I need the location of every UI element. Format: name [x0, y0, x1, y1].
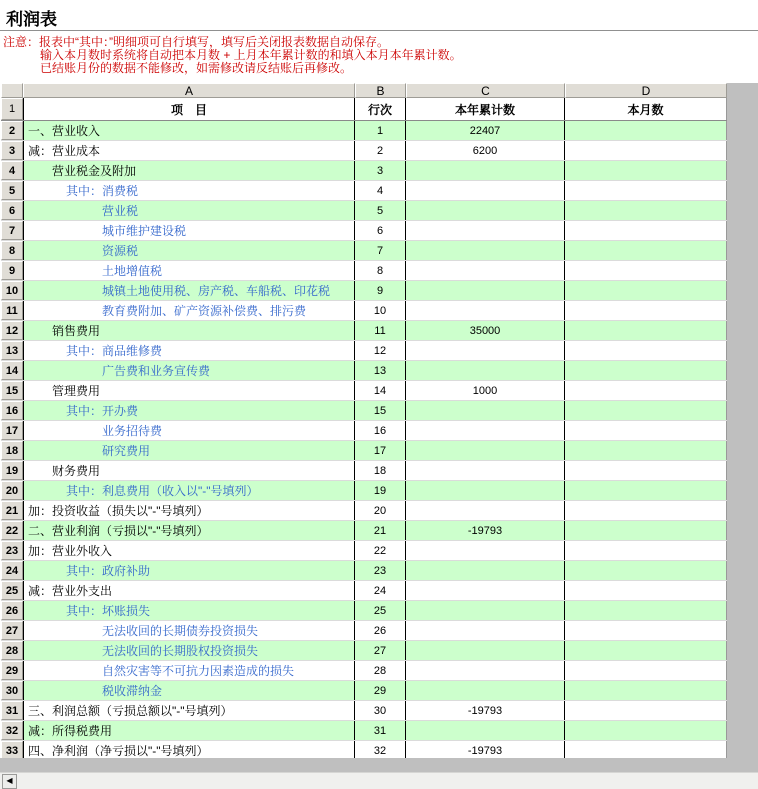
table-row: [1, 621, 727, 641]
notice-line-3: 已结账月份的数据不能修改，如需修改请反结账后再修改。: [40, 61, 353, 75]
column-header-b[interactable]: B: [355, 83, 406, 98]
ytd-value-cell[interactable]: [406, 421, 565, 440]
column-header-c[interactable]: C: [406, 83, 565, 98]
row-number[interactable]: 16: [1, 401, 23, 420]
ytd-value-cell[interactable]: [406, 681, 565, 700]
month-value-cell[interactable]: [565, 121, 727, 140]
item-cell[interactable]: 其中：商品维修费: [23, 341, 355, 360]
ytd-value-cell[interactable]: -19793: [406, 741, 565, 760]
line-number-cell[interactable]: 25: [355, 601, 406, 620]
item-cell[interactable]: 二、营业利润（亏损以"-"号填列）: [23, 521, 355, 540]
table-row: [1, 121, 727, 141]
ytd-value-cell[interactable]: 6200: [406, 141, 565, 160]
table-header-row: [1, 98, 727, 121]
ytd-value-cell[interactable]: [406, 441, 565, 460]
row-number[interactable]: 26: [1, 601, 23, 620]
line-number-cell[interactable]: 15: [355, 401, 406, 420]
ytd-value-cell[interactable]: [406, 241, 565, 260]
item-cell[interactable]: 减：所得税费用: [23, 721, 355, 740]
row-number[interactable]: 32: [1, 721, 23, 740]
month-value-cell[interactable]: [565, 641, 727, 660]
ytd-value-cell[interactable]: [406, 261, 565, 280]
column-header-a[interactable]: A: [23, 83, 355, 98]
line-number-cell[interactable]: 2: [355, 141, 406, 160]
row-number[interactable]: 29: [1, 661, 23, 680]
right-filler-area: [727, 83, 758, 772]
ytd-value-cell[interactable]: [406, 601, 565, 620]
line-number-cell[interactable]: 6: [355, 221, 406, 240]
month-value-cell[interactable]: [565, 681, 727, 700]
table-row: [1, 721, 727, 741]
header-month[interactable]: 本月数: [565, 98, 727, 120]
column-header-d[interactable]: D: [565, 83, 727, 98]
month-value-cell[interactable]: [565, 621, 727, 640]
item-cell[interactable]: 其中：利息费用（收入以"-"号填列）: [23, 481, 355, 500]
line-number-cell[interactable]: 12: [355, 341, 406, 360]
notice-prefix: 注意：: [3, 35, 40, 49]
row-number[interactable]: 14: [1, 361, 23, 380]
item-cell[interactable]: 其中：开办费: [23, 401, 355, 420]
month-value-cell[interactable]: [565, 541, 727, 560]
row-number[interactable]: 9: [1, 261, 23, 280]
line-number-cell[interactable]: 11: [355, 321, 406, 340]
table-row: [1, 661, 727, 681]
row-number[interactable]: 19: [1, 461, 23, 480]
month-value-cell[interactable]: [565, 181, 727, 200]
ytd-value-cell[interactable]: [406, 561, 565, 580]
row-number[interactable]: 7: [1, 221, 23, 240]
notice-text: [3, 36, 755, 75]
ytd-value-cell[interactable]: -19793: [406, 521, 565, 540]
table-row: [1, 261, 727, 281]
ytd-value-cell[interactable]: 1000: [406, 381, 565, 400]
page-title: 利润表: [6, 10, 57, 29]
table-row: [1, 181, 727, 201]
header-item[interactable]: 项 目: [23, 98, 355, 120]
month-value-cell[interactable]: [565, 441, 727, 460]
header-ytd[interactable]: 本年累计数: [406, 98, 565, 120]
item-cell[interactable]: 营业税金及附加: [23, 161, 355, 180]
ytd-value-cell[interactable]: [406, 401, 565, 420]
month-value-cell[interactable]: [565, 461, 727, 480]
row-number[interactable]: 2: [1, 121, 23, 140]
line-number-cell[interactable]: 31: [355, 721, 406, 740]
ytd-value-cell[interactable]: [406, 301, 565, 320]
item-cell[interactable]: 其中：消费税: [23, 181, 355, 200]
month-value-cell[interactable]: [565, 401, 727, 420]
item-cell[interactable]: 一、营业收入: [23, 121, 355, 140]
row-number[interactable]: 30: [1, 681, 23, 700]
month-value-cell[interactable]: [565, 501, 727, 520]
line-number-cell[interactable]: 21: [355, 521, 406, 540]
line-number-cell[interactable]: 24: [355, 581, 406, 600]
ytd-value-cell[interactable]: [406, 641, 565, 660]
ytd-value-cell[interactable]: [406, 361, 565, 380]
row-number[interactable]: 3: [1, 141, 23, 160]
month-value-cell[interactable]: [565, 701, 727, 720]
item-cell[interactable]: 其中：坏账损失: [23, 601, 355, 620]
row-number[interactable]: 5: [1, 181, 23, 200]
table-row: [1, 441, 727, 461]
table-row: [1, 561, 727, 581]
line-number-cell[interactable]: 10: [355, 301, 406, 320]
table-row: [1, 461, 727, 481]
table-row: [1, 601, 727, 621]
item-cell[interactable]: 广告费和业务宣传费: [23, 361, 355, 380]
table-row: [1, 381, 727, 401]
row-number[interactable]: 10: [1, 281, 23, 300]
month-value-cell[interactable]: [565, 521, 727, 540]
ytd-value-cell[interactable]: [406, 581, 565, 600]
row-number[interactable]: 6: [1, 201, 23, 220]
line-number-cell[interactable]: 4: [355, 181, 406, 200]
notice-line-2: 输入本月数时系统将自动把本月数 + 上月本年累计数的和填入本月本年累计数。: [40, 48, 462, 62]
item-cell[interactable]: 土地增值税: [23, 261, 355, 280]
ytd-value-cell[interactable]: 35000: [406, 321, 565, 340]
line-number-cell[interactable]: 30: [355, 701, 406, 720]
row-number[interactable]: 20: [1, 481, 23, 500]
row-number[interactable]: 25: [1, 581, 23, 600]
item-cell[interactable]: 管理费用: [23, 381, 355, 400]
table-row: [1, 361, 727, 381]
line-number-cell[interactable]: 28: [355, 661, 406, 680]
ytd-value-cell[interactable]: 22407: [406, 121, 565, 140]
scroll-left-icon: ◀: [6, 776, 13, 785]
item-cell[interactable]: 四、净利润（净亏损以"-"号填列）: [23, 741, 355, 760]
column-letters-row: [1, 83, 727, 98]
month-value-cell[interactable]: [565, 601, 727, 620]
row-number[interactable]: 21: [1, 501, 23, 520]
item-cell[interactable]: 城镇土地使用税、房产税、车船税、印花税: [23, 281, 355, 300]
line-number-cell[interactable]: 5: [355, 201, 406, 220]
month-value-cell[interactable]: [565, 341, 727, 360]
ytd-value-cell[interactable]: [406, 161, 565, 180]
month-value-cell[interactable]: [565, 161, 727, 180]
line-number-cell[interactable]: 26: [355, 621, 406, 640]
item-cell[interactable]: 研究费用: [23, 441, 355, 460]
line-number-cell[interactable]: 3: [355, 161, 406, 180]
bottom-filler-area: [0, 758, 758, 772]
month-value-cell[interactable]: [565, 281, 727, 300]
table-row: [1, 421, 727, 441]
month-value-cell[interactable]: [565, 321, 727, 340]
line-number-cell[interactable]: 16: [355, 421, 406, 440]
row-number[interactable]: 11: [1, 301, 23, 320]
row-number[interactable]: 12: [1, 321, 23, 340]
line-number-cell[interactable]: 1: [355, 121, 406, 140]
item-cell[interactable]: 减：营业外支出: [23, 581, 355, 600]
ytd-value-cell[interactable]: [406, 221, 565, 240]
row-number[interactable]: 28: [1, 641, 23, 660]
ytd-value-cell[interactable]: [406, 501, 565, 520]
month-value-cell[interactable]: [565, 581, 727, 600]
item-cell[interactable]: 加：营业外收入: [23, 541, 355, 560]
item-cell[interactable]: 自然灾害等不可抗力因素造成的损失: [23, 661, 355, 680]
item-cell[interactable]: 教育费附加、矿产资源补偿费、排污费: [23, 301, 355, 320]
table-row: [1, 321, 727, 341]
item-cell[interactable]: 城市维护建设税: [23, 221, 355, 240]
report-grid: [1, 83, 727, 761]
row-number[interactable]: 24: [1, 561, 23, 580]
table-row: [1, 681, 727, 701]
item-cell[interactable]: 加：投资收益（损失以"-"号填列）: [23, 501, 355, 520]
table-row: [1, 341, 727, 361]
table-row: [1, 701, 727, 721]
item-cell[interactable]: 资源税: [23, 241, 355, 260]
ytd-value-cell[interactable]: [406, 281, 565, 300]
table-row: [1, 521, 727, 541]
month-value-cell[interactable]: [565, 301, 727, 320]
line-number-cell[interactable]: 32: [355, 741, 406, 760]
month-value-cell[interactable]: [565, 141, 727, 160]
row-number[interactable]: 4: [1, 161, 23, 180]
month-value-cell[interactable]: [565, 221, 727, 240]
scroll-left-button[interactable]: [2, 774, 17, 789]
ytd-value-cell[interactable]: [406, 621, 565, 640]
item-cell[interactable]: 无法收回的长期股权投资损失: [23, 641, 355, 660]
ytd-value-cell[interactable]: [406, 481, 565, 500]
line-number-cell[interactable]: 18: [355, 461, 406, 480]
row-number[interactable]: 13: [1, 341, 23, 360]
item-cell[interactable]: 财务费用: [23, 461, 355, 480]
ytd-value-cell[interactable]: [406, 201, 565, 220]
ytd-value-cell[interactable]: -19793: [406, 701, 565, 720]
notice-line-1: 报表中“其中：”明细项可自行填写，填写后关闭报表数据自动保存。: [39, 35, 390, 49]
line-number-cell[interactable]: 20: [355, 501, 406, 520]
month-value-cell[interactable]: [565, 261, 727, 280]
row-number[interactable]: 33: [1, 741, 23, 760]
row-number[interactable]: 15: [1, 381, 23, 400]
line-number-cell[interactable]: 19: [355, 481, 406, 500]
month-value-cell[interactable]: [565, 381, 727, 400]
header-line-no[interactable]: 行次: [355, 98, 406, 120]
table-row: [1, 481, 727, 501]
line-number-cell[interactable]: 8: [355, 261, 406, 280]
line-number-cell[interactable]: 17: [355, 441, 406, 460]
line-number-cell[interactable]: 29: [355, 681, 406, 700]
month-value-cell[interactable]: [565, 421, 727, 440]
item-cell[interactable]: 无法收回的长期债券投资损失: [23, 621, 355, 640]
table-row: [1, 501, 727, 521]
item-cell[interactable]: 三、利润总额（亏损总额以"-"号填列）: [23, 701, 355, 720]
horizontal-scrollbar[interactable]: [0, 772, 758, 789]
row-number[interactable]: 1: [1, 98, 23, 120]
line-number-cell[interactable]: 13: [355, 361, 406, 380]
row-number[interactable]: 8: [1, 241, 23, 260]
row-number[interactable]: 23: [1, 541, 23, 560]
table-row: [1, 161, 727, 181]
table-row: [1, 141, 727, 161]
line-number-cell[interactable]: 7: [355, 241, 406, 260]
month-value-cell[interactable]: [565, 361, 727, 380]
row-number[interactable]: 18: [1, 441, 23, 460]
ytd-value-cell[interactable]: [406, 341, 565, 360]
ytd-value-cell[interactable]: [406, 461, 565, 480]
table-row: [1, 221, 727, 241]
line-number-cell[interactable]: 9: [355, 281, 406, 300]
table-row: [1, 201, 727, 221]
ytd-value-cell[interactable]: [406, 181, 565, 200]
item-cell[interactable]: 税收滞纳金: [23, 681, 355, 700]
item-cell[interactable]: 其中：政府补助: [23, 561, 355, 580]
row-number[interactable]: 31: [1, 701, 23, 720]
month-value-cell[interactable]: [565, 201, 727, 220]
row-number[interactable]: 17: [1, 421, 23, 440]
table-row: [1, 581, 727, 601]
table-row: [1, 401, 727, 421]
item-cell[interactable]: 销售费用: [23, 321, 355, 340]
table-row: [1, 301, 727, 321]
table-row: [1, 641, 727, 661]
ytd-value-cell[interactable]: [406, 721, 565, 740]
row-number[interactable]: 22: [1, 521, 23, 540]
line-number-cell[interactable]: 23: [355, 561, 406, 580]
month-value-cell[interactable]: [565, 241, 727, 260]
table-row: [1, 281, 727, 301]
title-separator: [0, 30, 758, 32]
item-cell[interactable]: 减：营业成本: [23, 141, 355, 160]
month-value-cell[interactable]: [565, 661, 727, 680]
ytd-value-cell[interactable]: [406, 661, 565, 680]
month-value-cell[interactable]: [565, 721, 727, 740]
grid-corner-cell[interactable]: [1, 83, 23, 98]
item-cell[interactable]: 营业税: [23, 201, 355, 220]
line-number-cell[interactable]: 14: [355, 381, 406, 400]
row-number[interactable]: 27: [1, 621, 23, 640]
line-number-cell[interactable]: 22: [355, 541, 406, 560]
month-value-cell[interactable]: [565, 561, 727, 580]
table-row: [1, 241, 727, 261]
line-number-cell[interactable]: 27: [355, 641, 406, 660]
ytd-value-cell[interactable]: [406, 541, 565, 560]
grid-rows: [1, 121, 727, 761]
table-row: [1, 541, 727, 561]
item-cell[interactable]: 业务招待费: [23, 421, 355, 440]
month-value-cell[interactable]: [565, 481, 727, 500]
